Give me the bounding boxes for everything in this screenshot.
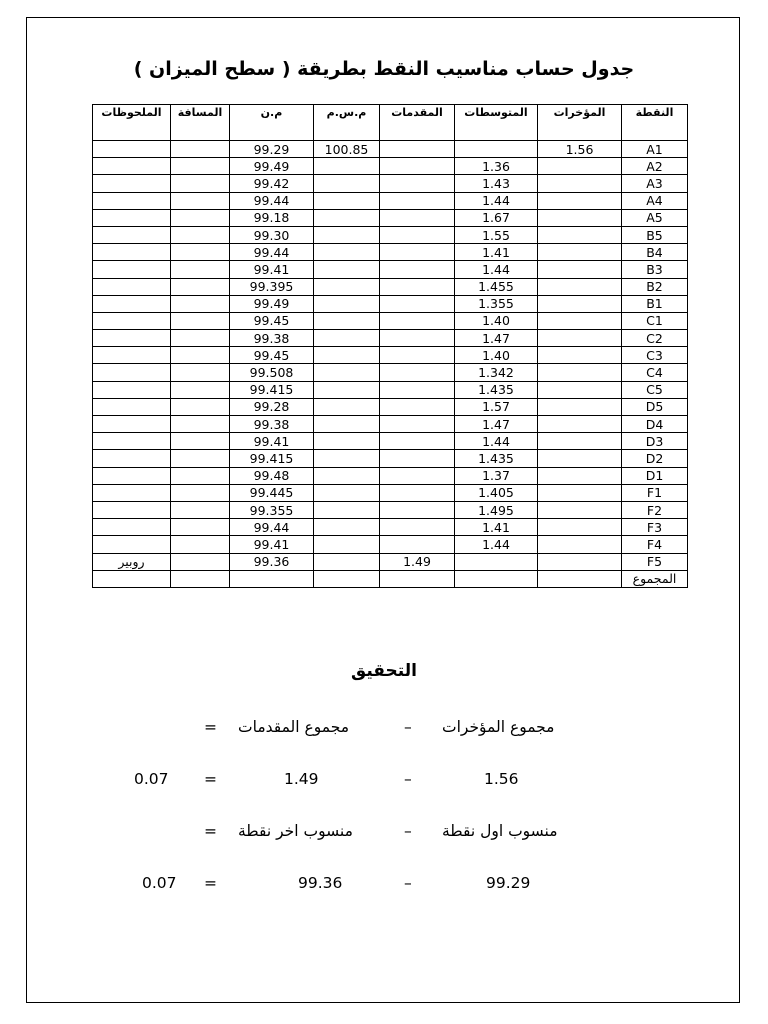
point-cell: C1: [622, 312, 688, 329]
backsight-cell: [538, 209, 622, 226]
backsight-cell: [538, 501, 622, 518]
table-header-row: [93, 105, 688, 141]
table-row: [93, 295, 688, 312]
instrument-height-cell: [314, 295, 380, 312]
foresight-cell: [380, 175, 455, 192]
distance-cell: [171, 450, 230, 467]
point-cell: D1: [622, 467, 688, 484]
instrument-height-cell: [314, 536, 380, 553]
point-cell: A1: [622, 141, 688, 158]
foresight-cell: [380, 295, 455, 312]
distance-cell: [171, 467, 230, 484]
point-cell: D3: [622, 433, 688, 450]
intermediate-cell: 1.47: [455, 416, 538, 433]
instrument-height-cell: [314, 244, 380, 261]
table-row: [93, 398, 688, 415]
intermediate-cell: 1.47: [455, 330, 538, 347]
intermediate-cell: 1.43: [455, 175, 538, 192]
instrument-height-cell: [314, 570, 380, 587]
point-cell: A2: [622, 158, 688, 175]
intermediate-cell: 1.36: [455, 158, 538, 175]
page-title: جدول حساب مناسيب النقط بطريقة ( سطح الميزان ): [133, 58, 635, 80]
notes-cell: [93, 312, 171, 329]
point-cell: B3: [622, 261, 688, 278]
backsight-cell: [538, 519, 622, 536]
point-cell: A3: [622, 175, 688, 192]
point-cell: D5: [622, 398, 688, 415]
notes-cell: [93, 416, 171, 433]
instrument-height-cell: [314, 484, 380, 501]
header-instrument-height: م.س.م: [314, 105, 380, 141]
backsight-cell: [538, 553, 622, 570]
table-body: [93, 141, 688, 588]
notes-cell: [93, 570, 171, 587]
table-row: [93, 450, 688, 467]
intermediate-cell: [455, 141, 538, 158]
table-row: [93, 536, 688, 553]
point-cell: F1: [622, 484, 688, 501]
reduced-level-cell: 99.45: [230, 312, 314, 329]
instrument-height-cell: 100.85: [314, 141, 380, 158]
verify-line2-equals: =: [204, 770, 217, 788]
reduced-level-cell: 99.44: [230, 519, 314, 536]
foresight-cell: [380, 433, 455, 450]
notes-cell: [93, 381, 171, 398]
notes-cell: [93, 141, 171, 158]
foresight-cell: [380, 416, 455, 433]
instrument-height-cell: [314, 501, 380, 518]
distance-cell: [171, 553, 230, 570]
notes-cell: [93, 192, 171, 209]
point-cell: B2: [622, 278, 688, 295]
intermediate-cell: 1.41: [455, 244, 538, 261]
distance-cell: [171, 209, 230, 226]
header-point: النقطة: [622, 105, 688, 141]
table-row: [93, 278, 688, 295]
backsight-cell: [538, 416, 622, 433]
distance-cell: [171, 398, 230, 415]
instrument-height-cell: [314, 433, 380, 450]
reduced-level-cell: 99.18: [230, 209, 314, 226]
distance-cell: [171, 416, 230, 433]
point-cell: C2: [622, 330, 688, 347]
reduced-level-cell: 99.508: [230, 364, 314, 381]
notes-cell: [93, 244, 171, 261]
intermediate-cell: 1.44: [455, 261, 538, 278]
foresight-cell: [380, 501, 455, 518]
verify-line3-left: منسوب اول نقطة: [442, 822, 558, 840]
intermediate-cell: 1.405: [455, 484, 538, 501]
backsight-cell: [538, 347, 622, 364]
distance-cell: [171, 381, 230, 398]
instrument-height-cell: [314, 175, 380, 192]
verify-line2-minus: –: [404, 770, 412, 788]
verify-line2-result: 0.07: [134, 770, 169, 788]
foresight-cell: [380, 278, 455, 295]
distance-cell: [171, 192, 230, 209]
instrument-height-cell: [314, 519, 380, 536]
distance-cell: [171, 519, 230, 536]
backsight-cell: [538, 433, 622, 450]
foresight-cell: [380, 330, 455, 347]
backsight-cell: [538, 536, 622, 553]
instrument-height-cell: [314, 192, 380, 209]
verify-line3-right: منسوب اخر نقطة: [238, 822, 353, 840]
table-row: [93, 141, 688, 158]
reduced-level-cell: 99.395: [230, 278, 314, 295]
header-distance: المسافة: [171, 105, 230, 141]
distance-cell: [171, 364, 230, 381]
reduced-level-cell: 99.415: [230, 450, 314, 467]
foresight-cell: [380, 192, 455, 209]
verify-line1-left: مجموع المؤخرات: [442, 718, 555, 736]
backsight-cell: [538, 467, 622, 484]
point-cell: A5: [622, 209, 688, 226]
distance-cell: [171, 244, 230, 261]
verification-title: التحقيق: [351, 661, 417, 681]
backsight-cell: [538, 278, 622, 295]
intermediate-cell: 1.44: [455, 536, 538, 553]
reduced-level-cell: 99.41: [230, 261, 314, 278]
table-row: [93, 158, 688, 175]
verify-line4-result: 0.07: [142, 874, 177, 892]
verify-line2-left: 1.56: [484, 770, 519, 788]
foresight-cell: [380, 381, 455, 398]
reduced-level-cell: 99.445: [230, 484, 314, 501]
backsight-cell: 1.56: [538, 141, 622, 158]
instrument-height-cell: [314, 364, 380, 381]
levels-table: [92, 104, 688, 588]
distance-cell: [171, 226, 230, 243]
table-row: [93, 244, 688, 261]
distance-cell: [171, 501, 230, 518]
table-row: [93, 553, 688, 570]
distance-cell: [171, 433, 230, 450]
point-cell: D4: [622, 416, 688, 433]
reduced-level-cell: [230, 570, 314, 587]
verify-line4-minus: –: [404, 874, 412, 892]
foresight-cell: 1.49: [380, 553, 455, 570]
backsight-cell: [538, 484, 622, 501]
backsight-cell: [538, 175, 622, 192]
notes-cell: [93, 484, 171, 501]
foresight-cell: [380, 398, 455, 415]
notes-cell: [93, 467, 171, 484]
table-row: [93, 433, 688, 450]
instrument-height-cell: [314, 158, 380, 175]
table-row: [93, 484, 688, 501]
reduced-level-cell: 99.44: [230, 192, 314, 209]
notes-cell: [93, 433, 171, 450]
notes-cell: [93, 536, 171, 553]
instrument-height-cell: [314, 416, 380, 433]
notes-cell: [93, 261, 171, 278]
distance-cell: [171, 175, 230, 192]
distance-cell: [171, 295, 230, 312]
notes-cell: [93, 501, 171, 518]
intermediate-cell: 1.342: [455, 364, 538, 381]
table-row: [93, 570, 688, 587]
table-row: [93, 226, 688, 243]
foresight-cell: [380, 347, 455, 364]
notes-cell: [93, 209, 171, 226]
distance-cell: [171, 261, 230, 278]
notes-cell: [93, 295, 171, 312]
notes-cell: [93, 450, 171, 467]
backsight-cell: [538, 261, 622, 278]
table-row: [93, 261, 688, 278]
notes-cell: [93, 347, 171, 364]
reduced-level-cell: 99.415: [230, 381, 314, 398]
table-row: [93, 416, 688, 433]
verify-line4-right: 99.36: [298, 874, 343, 892]
intermediate-cell: 1.67: [455, 209, 538, 226]
instrument-height-cell: [314, 450, 380, 467]
table-row: [93, 175, 688, 192]
verify-line1-equals: =: [204, 718, 217, 736]
table-row: [93, 381, 688, 398]
intermediate-cell: 1.37: [455, 467, 538, 484]
reduced-level-cell: 99.41: [230, 433, 314, 450]
verify-line2-right: 1.49: [284, 770, 319, 788]
distance-cell: [171, 330, 230, 347]
header-intermediate: المتوسطات: [455, 105, 538, 141]
table-row: [93, 330, 688, 347]
backsight-cell: [538, 330, 622, 347]
foresight-cell: [380, 450, 455, 467]
foresight-cell: [380, 519, 455, 536]
instrument-height-cell: [314, 381, 380, 398]
foresight-cell: [380, 141, 455, 158]
table-row: [93, 519, 688, 536]
foresight-cell: [380, 226, 455, 243]
table-row: [93, 501, 688, 518]
backsight-cell: [538, 295, 622, 312]
notes-cell: [93, 226, 171, 243]
foresight-cell: [380, 364, 455, 381]
distance-cell: [171, 484, 230, 501]
point-cell: F5: [622, 553, 688, 570]
header-foresight: المقدمات: [380, 105, 455, 141]
verify-line3-equals: =: [204, 822, 217, 840]
table-row: [93, 467, 688, 484]
instrument-height-cell: [314, 330, 380, 347]
table-row: [93, 209, 688, 226]
header-notes: الملحوظات: [93, 105, 171, 141]
foresight-cell: [380, 570, 455, 587]
instrument-height-cell: [314, 226, 380, 243]
point-cell: F4: [622, 536, 688, 553]
point-cell: B1: [622, 295, 688, 312]
header-backsight: المؤخرات: [538, 105, 622, 141]
intermediate-cell: 1.44: [455, 433, 538, 450]
notes-cell: [93, 330, 171, 347]
table-row: [93, 364, 688, 381]
notes-cell: [93, 278, 171, 295]
distance-cell: [171, 347, 230, 364]
foresight-cell: [380, 484, 455, 501]
distance-cell: [171, 141, 230, 158]
backsight-cell: [538, 158, 622, 175]
reduced-level-cell: 99.48: [230, 467, 314, 484]
backsight-cell: [538, 570, 622, 587]
verify-line4-left: 99.29: [486, 874, 531, 892]
foresight-cell: [380, 244, 455, 261]
backsight-cell: [538, 398, 622, 415]
notes-cell: [93, 158, 171, 175]
backsight-cell: [538, 226, 622, 243]
intermediate-cell: 1.41: [455, 519, 538, 536]
instrument-height-cell: [314, 398, 380, 415]
intermediate-cell: 1.355: [455, 295, 538, 312]
foresight-cell: [380, 467, 455, 484]
backsight-cell: [538, 244, 622, 261]
distance-cell: [171, 278, 230, 295]
foresight-cell: [380, 158, 455, 175]
notes-cell: [93, 175, 171, 192]
verify-line1-minus: –: [404, 718, 412, 736]
instrument-height-cell: [314, 347, 380, 364]
reduced-level-cell: 99.38: [230, 416, 314, 433]
notes-cell: [93, 519, 171, 536]
distance-cell: [171, 570, 230, 587]
point-cell: A4: [622, 192, 688, 209]
foresight-cell: [380, 209, 455, 226]
intermediate-cell: 1.455: [455, 278, 538, 295]
backsight-cell: [538, 450, 622, 467]
intermediate-cell: 1.40: [455, 347, 538, 364]
instrument-height-cell: [314, 261, 380, 278]
point-cell: C4: [622, 364, 688, 381]
instrument-height-cell: [314, 467, 380, 484]
instrument-height-cell: [314, 209, 380, 226]
intermediate-cell: [455, 553, 538, 570]
notes-cell: [93, 398, 171, 415]
reduced-level-cell: 99.36: [230, 553, 314, 570]
distance-cell: [171, 536, 230, 553]
distance-cell: [171, 158, 230, 175]
intermediate-cell: 1.40: [455, 312, 538, 329]
verify-line3-minus: –: [404, 822, 412, 840]
intermediate-cell: 1.44: [455, 192, 538, 209]
foresight-cell: [380, 261, 455, 278]
intermediate-cell: 1.495: [455, 501, 538, 518]
notes-cell: روبير: [93, 553, 171, 570]
point-cell: المجموع: [622, 570, 688, 587]
reduced-level-cell: 99.49: [230, 295, 314, 312]
reduced-level-cell: 99.38: [230, 330, 314, 347]
backsight-cell: [538, 381, 622, 398]
table-row: [93, 347, 688, 364]
backsight-cell: [538, 192, 622, 209]
instrument-height-cell: [314, 312, 380, 329]
point-cell: B5: [622, 226, 688, 243]
reduced-level-cell: 99.29: [230, 141, 314, 158]
point-cell: C5: [622, 381, 688, 398]
reduced-level-cell: 99.42: [230, 175, 314, 192]
reduced-level-cell: 99.44: [230, 244, 314, 261]
intermediate-cell: 1.55: [455, 226, 538, 243]
reduced-level-cell: 99.28: [230, 398, 314, 415]
notes-cell: [93, 364, 171, 381]
foresight-cell: [380, 536, 455, 553]
intermediate-cell: 1.435: [455, 381, 538, 398]
point-cell: C3: [622, 347, 688, 364]
reduced-level-cell: 99.355: [230, 501, 314, 518]
point-cell: D2: [622, 450, 688, 467]
backsight-cell: [538, 312, 622, 329]
instrument-height-cell: [314, 553, 380, 570]
verify-line1-right: مجموع المقدمات: [238, 718, 350, 736]
reduced-level-cell: 99.41: [230, 536, 314, 553]
backsight-cell: [538, 364, 622, 381]
reduced-level-cell: 99.45: [230, 347, 314, 364]
instrument-height-cell: [314, 278, 380, 295]
foresight-cell: [380, 312, 455, 329]
reduced-level-cell: 99.49: [230, 158, 314, 175]
point-cell: B4: [622, 244, 688, 261]
intermediate-cell: [455, 570, 538, 587]
intermediate-cell: 1.57: [455, 398, 538, 415]
intermediate-cell: 1.435: [455, 450, 538, 467]
verify-line4-equals: =: [204, 874, 217, 892]
table-row: [93, 312, 688, 329]
point-cell: F3: [622, 519, 688, 536]
distance-cell: [171, 312, 230, 329]
point-cell: F2: [622, 501, 688, 518]
reduced-level-cell: 99.30: [230, 226, 314, 243]
header-reduced-level: م.ن: [230, 105, 314, 141]
table-row: [93, 192, 688, 209]
